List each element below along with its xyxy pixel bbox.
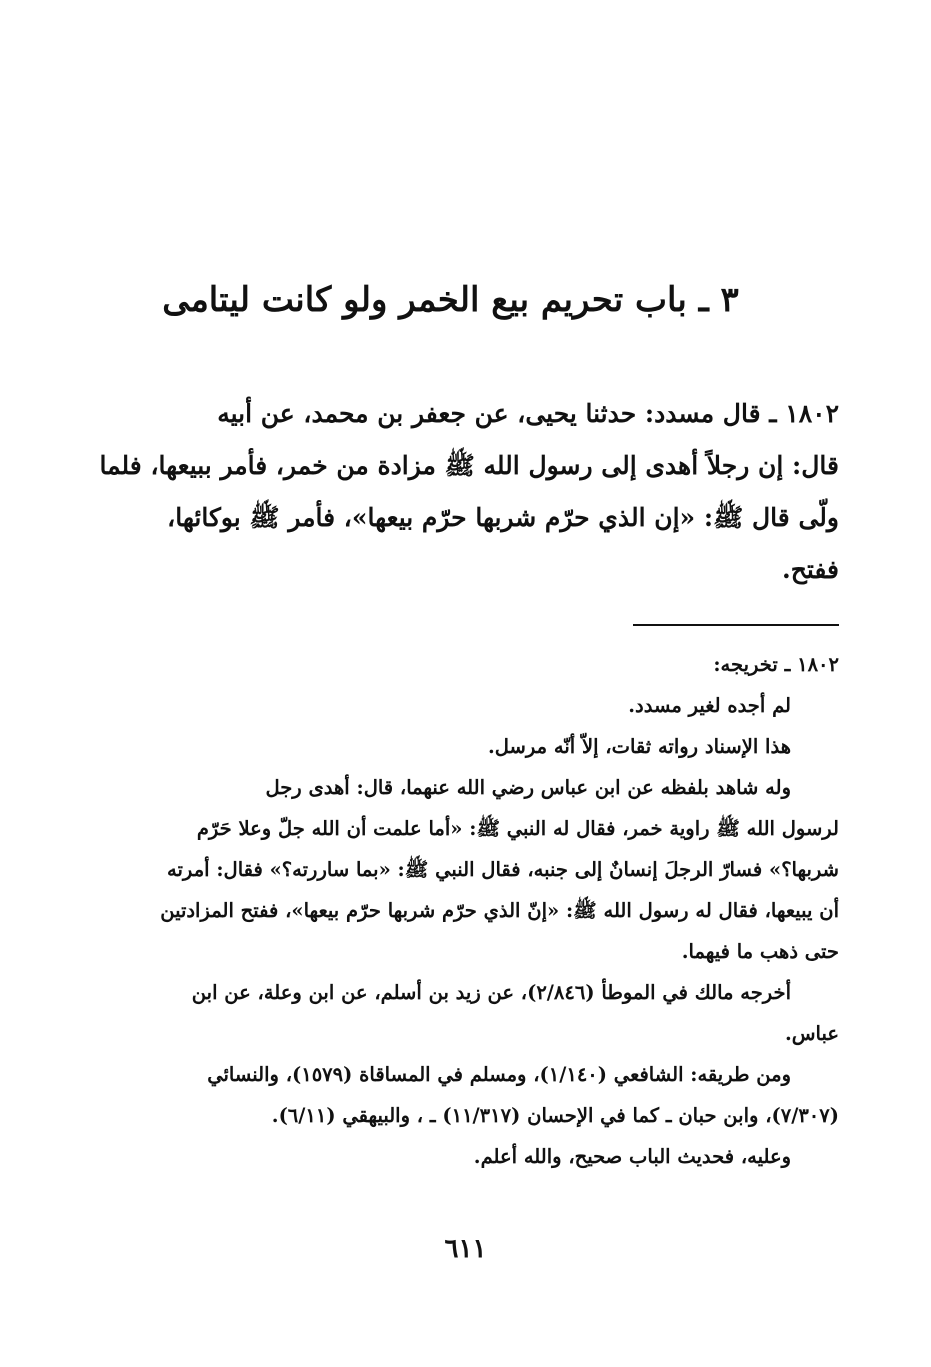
takhrij-line: حتى ذهب ما فيهما. [681,940,839,963]
takhrij-paragraph [97,972,839,1054]
takhrij-line: وله شاهد بلفظه عن ابن عباس رضي الله عنهما، قال: أهدى رجل [265,776,791,799]
takhrij-line: أن يبيعها، فقال له رسول الله ﷺ: «إنّ الذي حرّم شربها حرّم بيعها»، ففتح المزادتين [160,899,839,922]
hadith-line: ١٨٠٢ ـ قال مسدد: حدثنا يحيى، عن جعفر بن محمد، عن أبيه [217,399,839,428]
takhrij-paragraph [97,685,839,726]
takhrij-line: لم أجده لغير مسدد. [628,694,791,717]
takhrij-line: ومن طريقه: الشافعي (١/١٤٠)، ومسلم في المساقاة (١٥٧٩)، والنسائي [207,1063,791,1086]
takhrij-line: هذا الإسناد رواته ثقات، إلاّ أنّه مرسل. [487,735,791,758]
takhrij-section [97,644,839,1177]
page-number: ٦١١ [444,1234,487,1264]
takhrij-line: عباس. [784,1022,839,1045]
footnote-separator [633,624,839,626]
takhrij-heading: ١٨٠٢ ـ تخريجه: [713,653,839,676]
takhrij-line: شربها؟» فسارّ الرجلَ إنسانٌ إلى جنبه، فقال النبي ﷺ: «بما ساررته؟» فقال: أمرته [167,858,839,881]
takhrij-paragraph [97,1054,839,1136]
hadith-line: ولّى قال ﷺ: «إن الذي حرّم شربها حرّم بيعها»، فأمر ﷺ بوكائها، [167,503,839,532]
takhrij-paragraph [97,767,839,972]
hadith-text [99,388,839,596]
takhrij-line: أخرجه مالك في الموطأ (٢/٨٤٦)، عن زيد بن أسلم، عن ابن وعلة، عن ابن [191,981,791,1004]
takhrij-paragraph [97,726,839,767]
takhrij-line: لرسول الله ﷺ راوية خمر، فقال له النبي ﷺ: «أما علمت أن الله جلّ وعلا حَرّم [196,817,839,840]
hadith-line: قال: إن رجلاً أهدى إلى رسول الله ﷺ مزادة من خمر، فأمر ببيعها، فلما [99,451,839,480]
takhrij-paragraph [97,1136,839,1177]
takhrij-line: وعليه، فحديث الباب صحيح، والله أعلم. [473,1145,791,1168]
chapter-title: ٣ ـ باب تحريم بيع الخمر ولو كانت ليتامى [162,280,739,320]
hadith-line: ففتح. [782,555,839,584]
takhrij-line: (٧/٣٠٧)، وابن حبان ـ كما في الإحسان (١١/٣١٧) ـ ، والبيهقي (٦/١١). [271,1104,839,1127]
